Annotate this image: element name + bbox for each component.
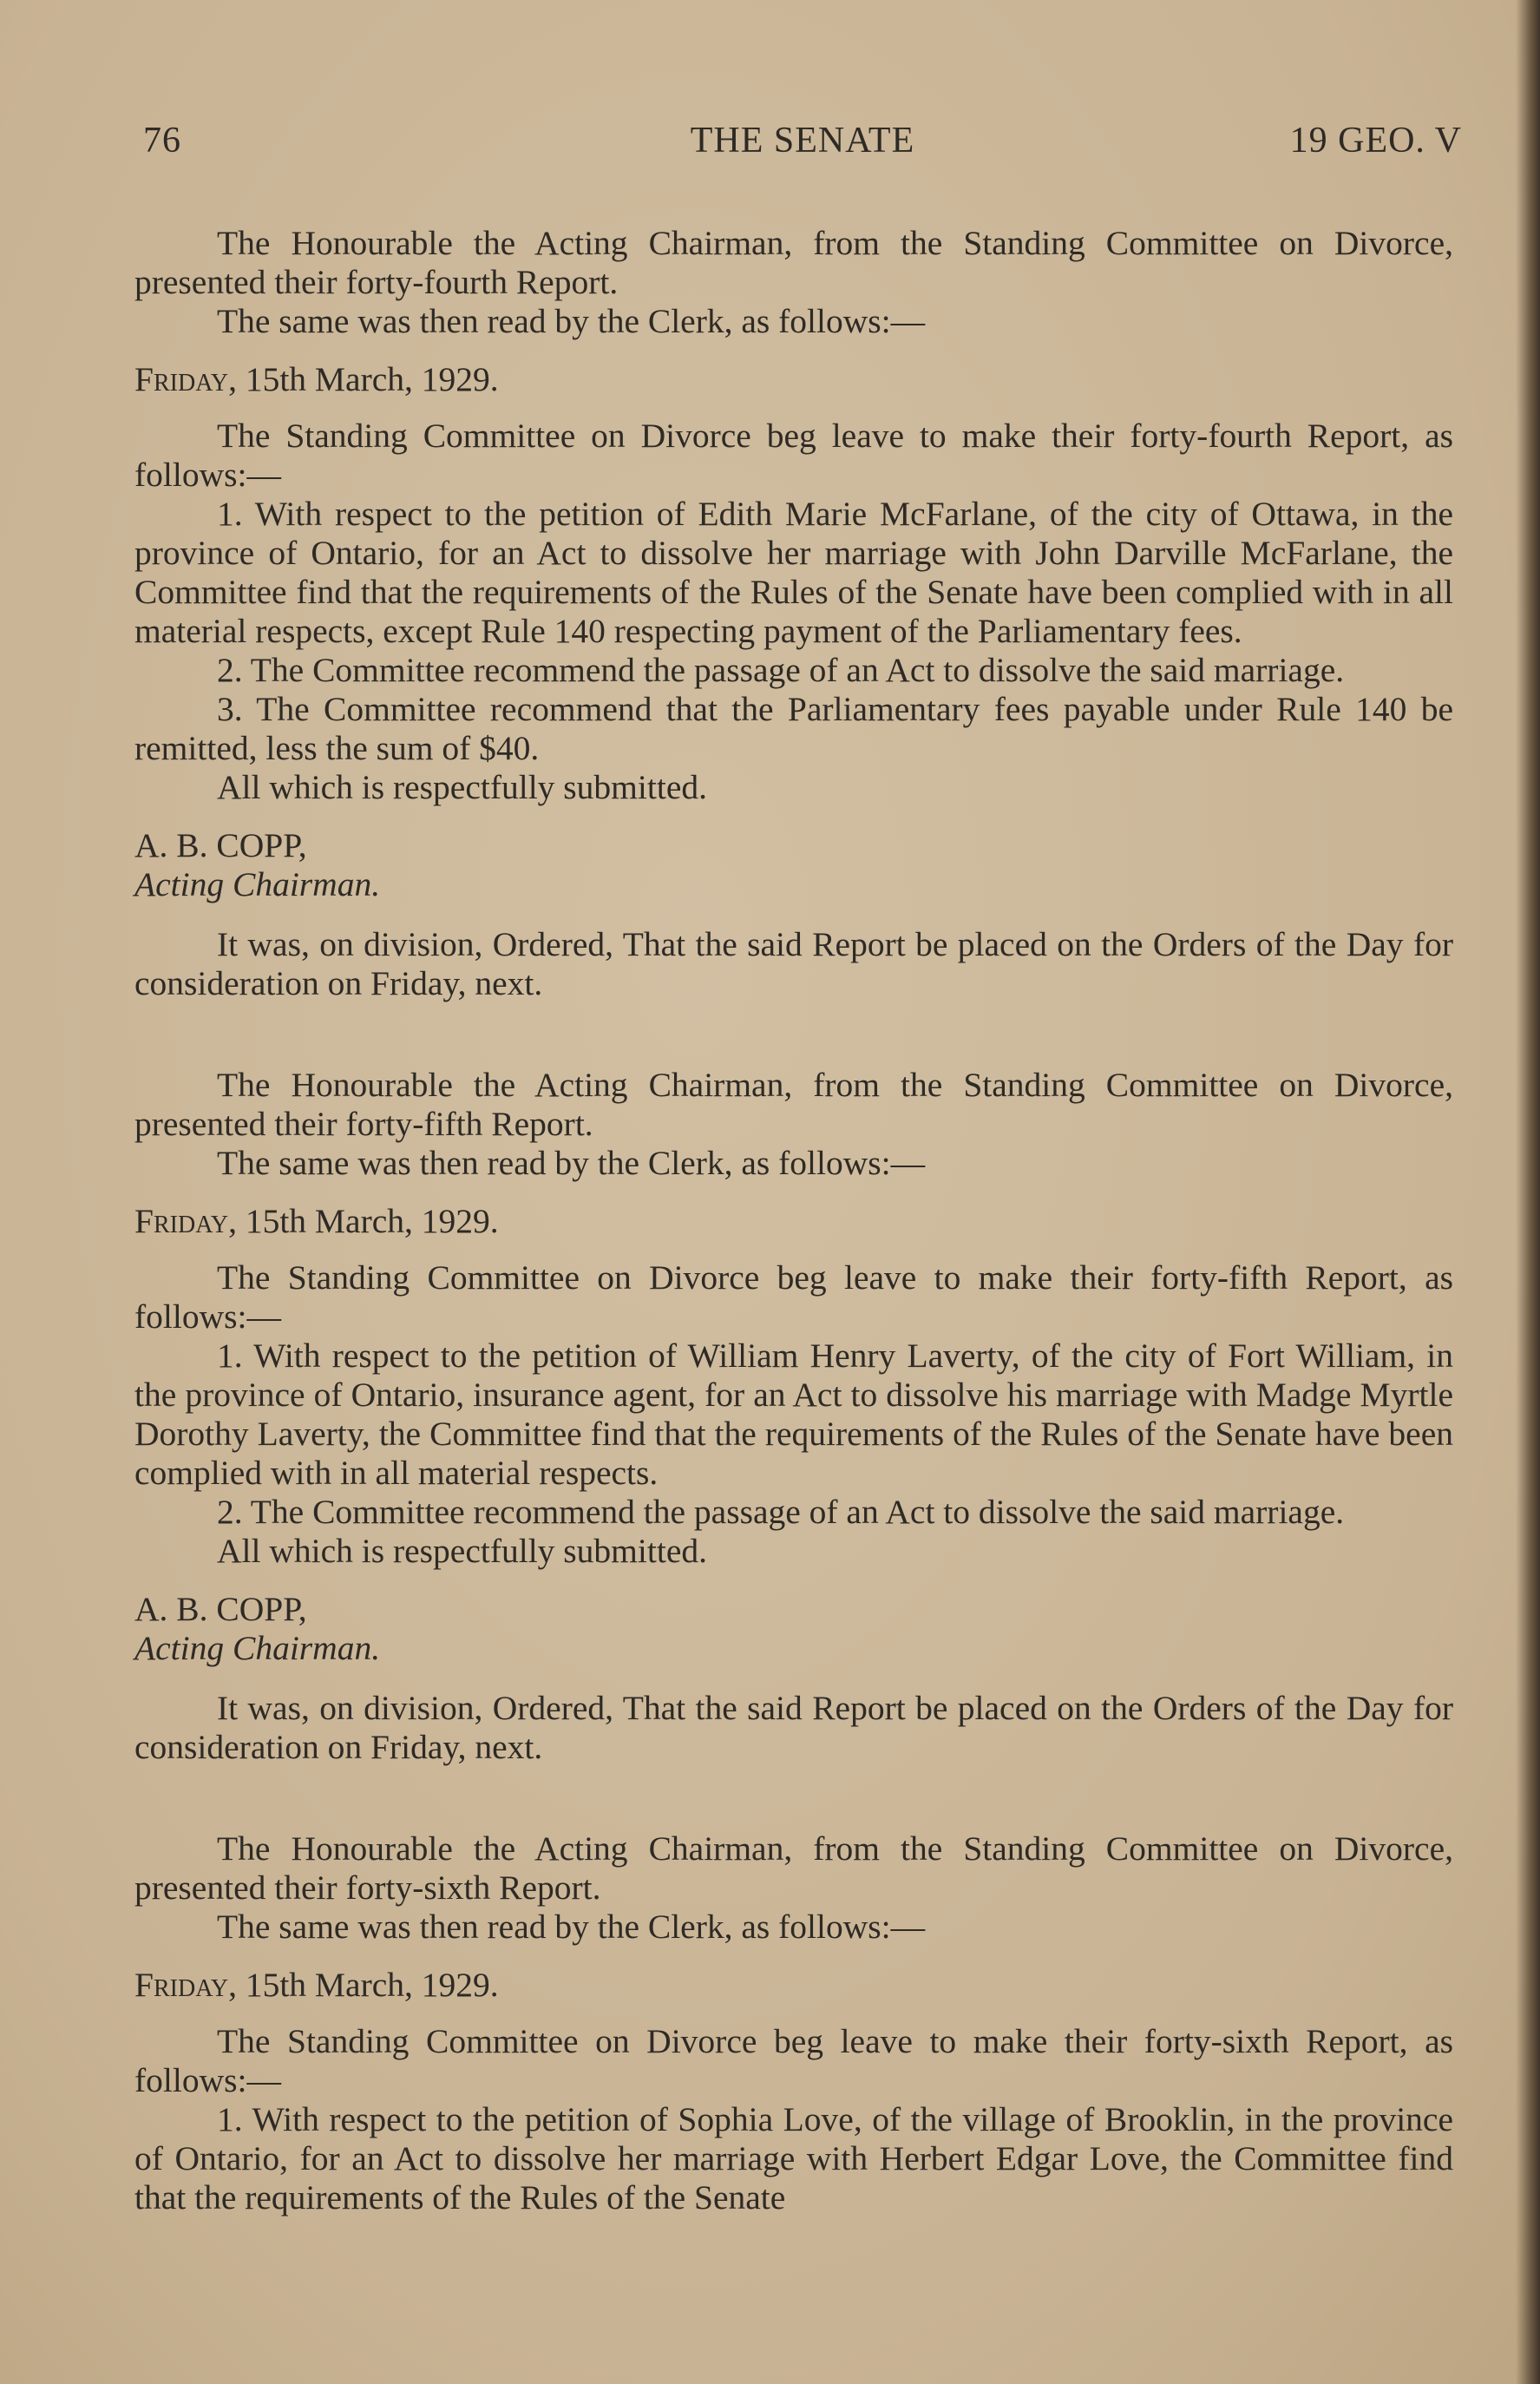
report-date: [134, 1202, 1453, 1241]
signer-name: A. B. COPP,: [134, 826, 307, 864]
report-intro: The Standing Committee on Divorce beg leave to make their forty-fourth Report, as follows:—: [134, 417, 1453, 494]
date-rest: , 15th March, 1929.: [228, 360, 499, 398]
section-intro: The Honourable the Acting Chairman, from the Standing Committee on Divorce, presented their forty-sixth Report.: [134, 1829, 1453, 1907]
section-gap: [134, 1767, 1453, 1829]
section-intro: The Honourable the Acting Chairman, from the Standing Committee on Divorce, presented their forty-fifth Report.: [134, 1066, 1453, 1143]
submitted-line: All which is respectfully submitted.: [217, 1532, 707, 1570]
date-rest: , 15th March, 1929.: [228, 1966, 499, 2004]
date-day: Friday: [134, 1202, 229, 1240]
page-body: [134, 224, 1453, 2217]
report-item: 1. With respect to the petition of Sophia Love, of the village of Brooklin, in the province of Ontario, for an Act to dissolve her marriage with Herbert Edgar Love, the Committee find that the requirements of the Rules of the Senate: [134, 2100, 1453, 2217]
report-item: 1. With respect to the petition of Edith Marie McFarlane, of the city of Ottawa, in the province of Ontario, for an Act to dissolve her marriage with John Darville McFarlane, the Committee find that the requirements of the Rules of the Senate have been complied with in all material respects, except Rule 140 respecting payment of the Parliamentary fees.: [134, 495, 1453, 650]
report-intro: The Standing Committee on Divorce beg leave to make their forty-sixth Report, as follows:—: [134, 2022, 1453, 2099]
submitted-line: All which is respectfully submitted.: [217, 768, 707, 806]
section-intro: The Honourable the Acting Chairman, from the Standing Committee on Divorce, presented their forty-fourth Report.: [134, 224, 1453, 301]
signer-name: A. B. COPP,: [134, 1590, 307, 1628]
signature-block: [134, 826, 1453, 904]
report-item: 2. The Committee recommend the passage of an Act to dissolve the said marriage.: [217, 651, 1345, 689]
report-section-45: [134, 1066, 1453, 1767]
report-section-44: [134, 224, 1453, 1003]
header-title: THE SENATE: [690, 121, 915, 161]
report-item: 1. With respect to the petition of William Henry Laverty, of the city of Fort William, in the province of Ontario, insurance agent, for an Act to dissolve his marriage with Madge Myrtle Dorothy Laverty, the Committee find that the requirements of the Rules of the Senate have been complied with in all material respects.: [134, 1336, 1453, 1492]
report-item: 2. The Committee recommend the passage of an Act to dissolve the said marriage.: [217, 1493, 1345, 1531]
report-item: 3. The Committee recommend that the Parliamentary fees payable under Rule 140 be remitted, less the sum of $40.: [134, 690, 1453, 767]
signature-block: [134, 1590, 1453, 1668]
order-paragraph: It was, on division, Ordered, That the said Report be placed on the Orders of the Day for consideration on Friday, next.: [134, 1689, 1453, 1766]
regnal-year: 19 GEO. V: [1289, 121, 1462, 161]
date-day: Friday: [134, 1966, 229, 2004]
read-by-clerk: The same was then read by the Clerk, as follows:—: [217, 1144, 926, 1182]
order-paragraph: It was, on division, Ordered, That the said Report be placed on the Orders of the Day for consideration on Friday, next.: [134, 925, 1453, 1002]
section-gap: [134, 1003, 1453, 1066]
report-date: [134, 360, 1453, 399]
signer-role: Acting Chairman.: [134, 865, 381, 903]
report-date: [134, 1966, 1453, 2005]
date-rest: , 15th March, 1929.: [228, 1202, 499, 1240]
page-binding-edge: [1516, 0, 1540, 2384]
signer-role: Acting Chairman.: [134, 1629, 381, 1667]
page-number: 76: [143, 121, 181, 161]
read-by-clerk: The same was then read by the Clerk, as follows:—: [217, 302, 926, 340]
running-header: [143, 120, 1462, 172]
report-intro: The Standing Committee on Divorce beg leave to make their forty-fifth Report, as follows:—: [134, 1258, 1453, 1336]
date-day: Friday: [134, 360, 229, 398]
read-by-clerk: The same was then read by the Clerk, as follows:—: [217, 1908, 926, 1946]
report-section-46: [134, 1829, 1453, 2217]
